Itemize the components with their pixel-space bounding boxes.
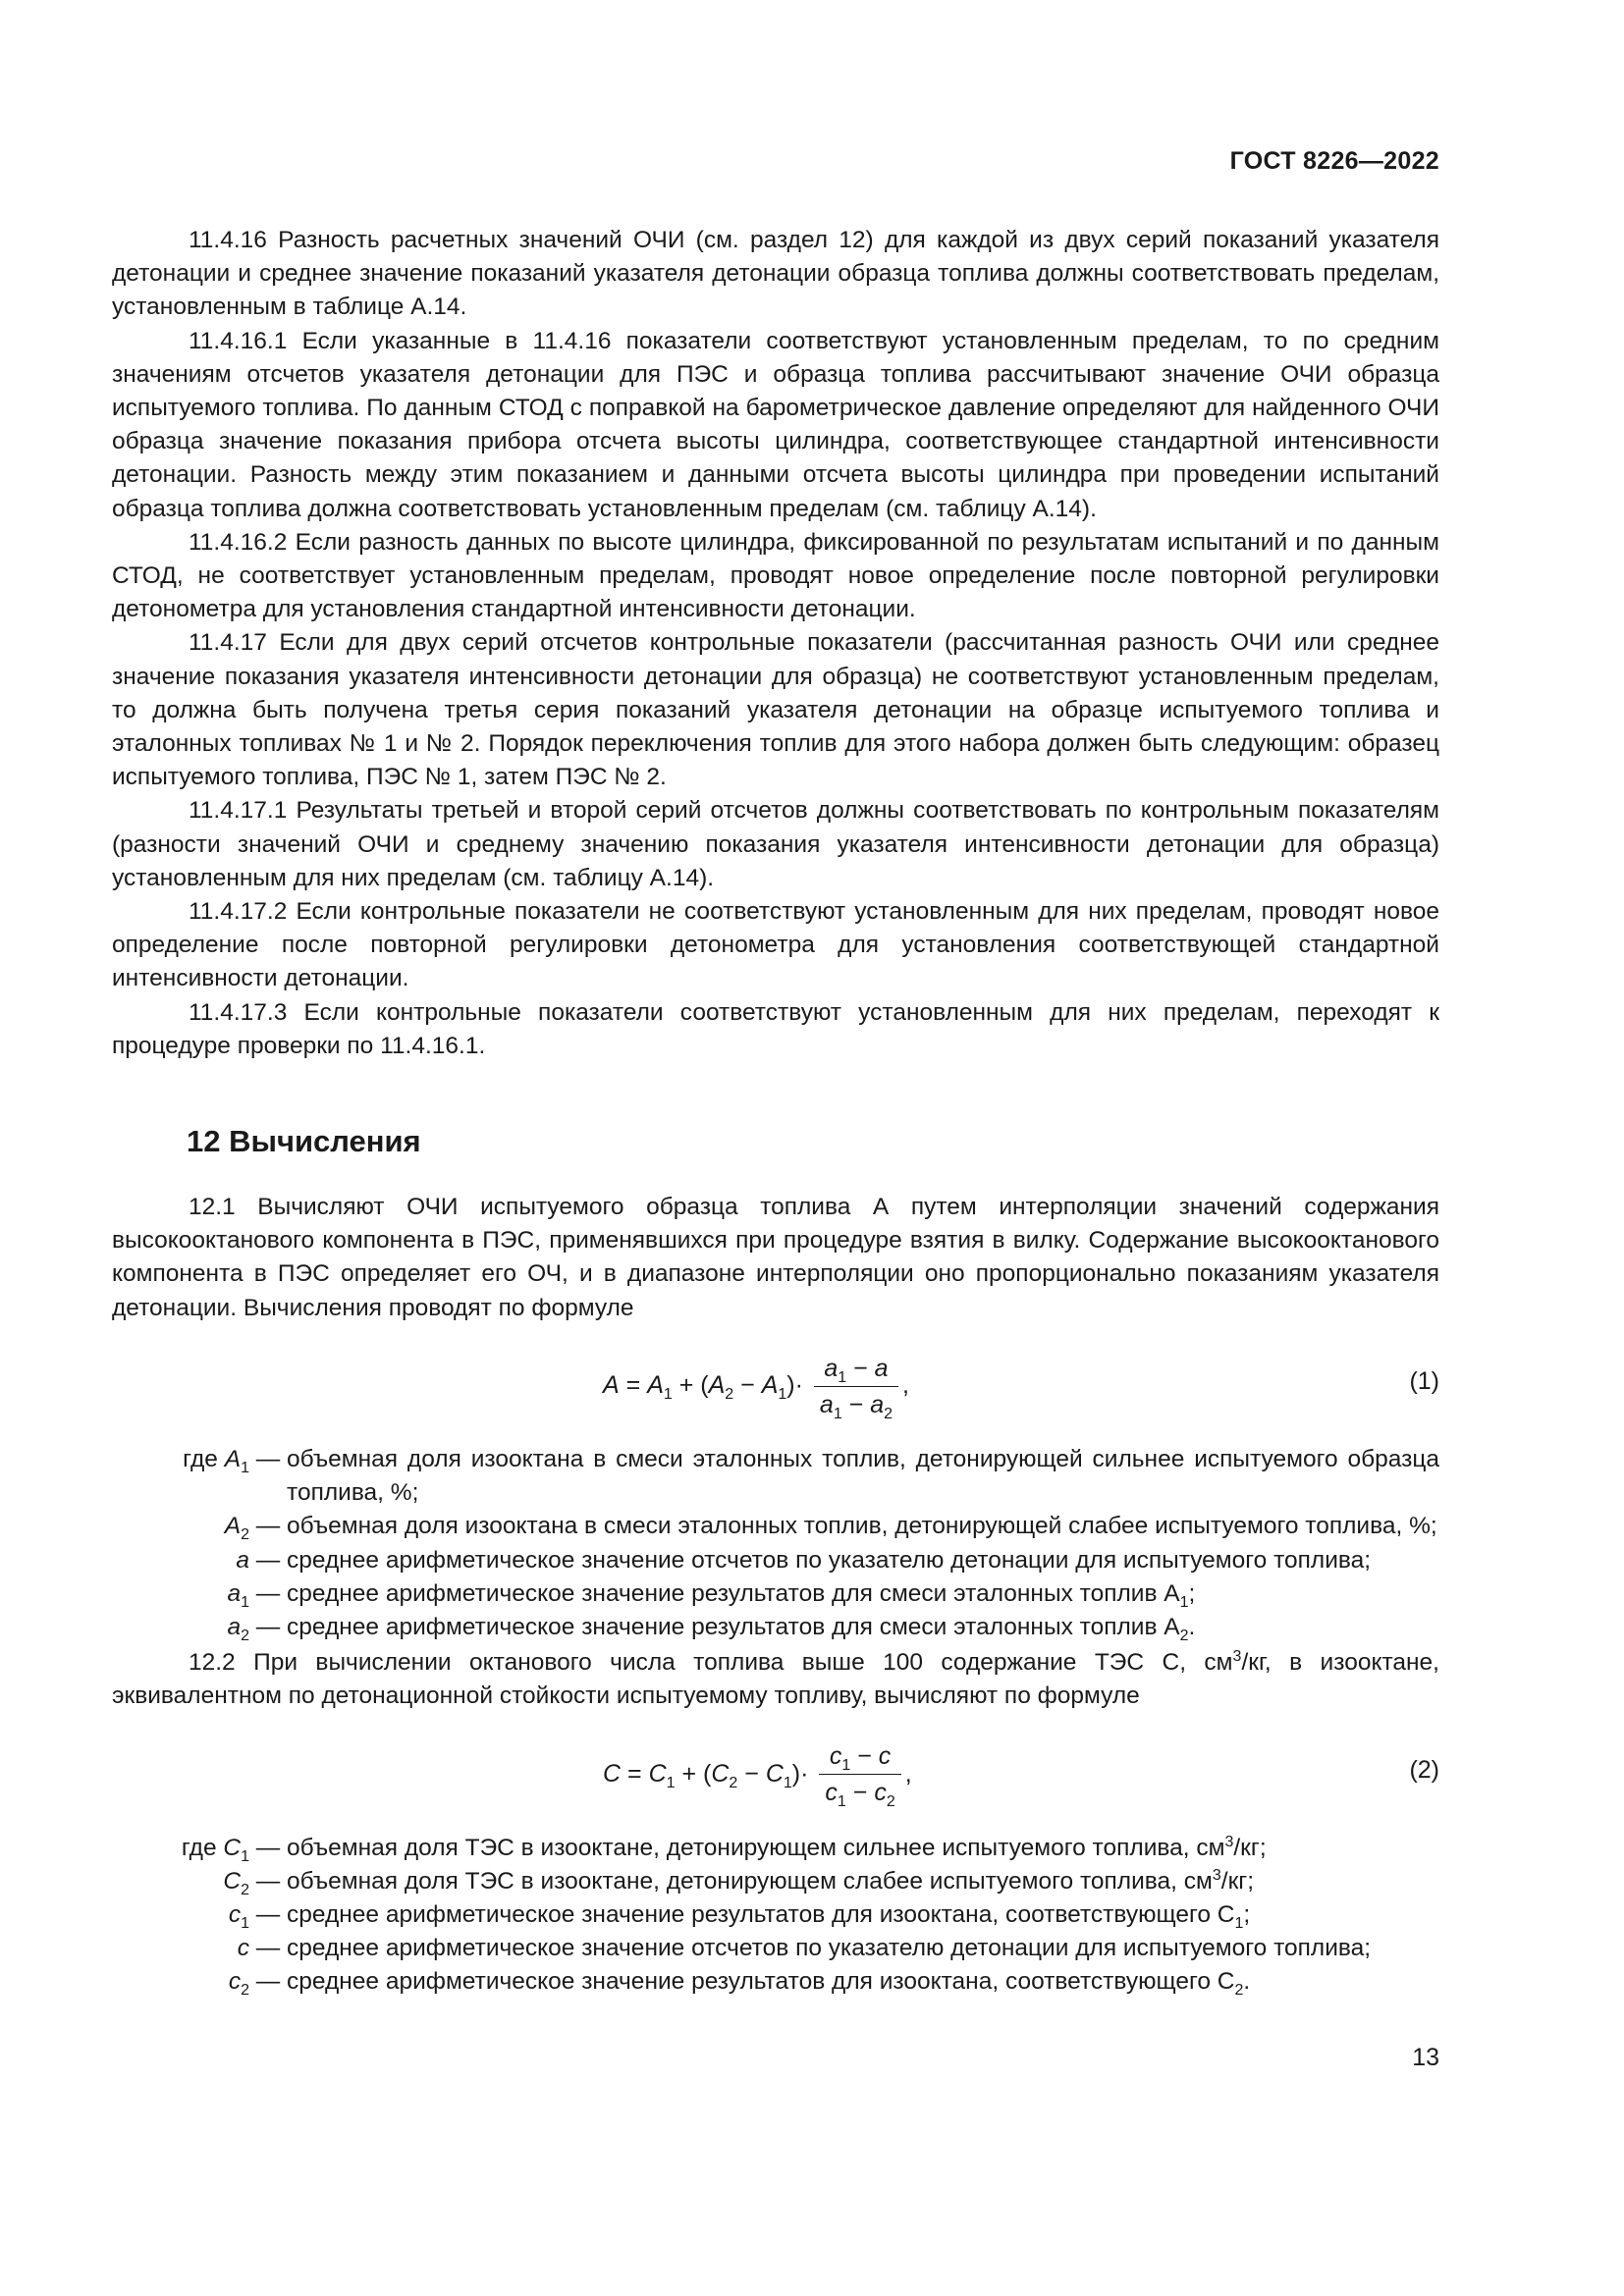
page-number: 13 bbox=[1412, 2044, 1439, 2071]
formula-2-fraction: $\frac{c_1 - c}{c_1 - c_2}$ bbox=[819, 1738, 900, 1810]
page-body bbox=[112, 224, 1439, 2002]
document-code-header: ГОСТ 8226—2022 bbox=[1229, 147, 1439, 175]
legend-row: $c_2$ — среднее арифметическое значение результатов для изооктана, соответствующего $C_2$. bbox=[228, 1968, 1251, 2000]
legend-row: $a_1$ — среднее арифметическое значение результатов для смеси эталонных топлив $A_1$; bbox=[227, 1579, 1196, 1611]
legend-row: c — среднее арифметическое значение отсчетов по указателю детонации для испытуемого топлива; bbox=[237, 1935, 1372, 1962]
formula-1: $A = A_1 + (A_2 - A_1)\cdot$ $\frac{a_1 - a}{a_1 - a_2}$ , (1) bbox=[112, 1339, 1439, 1433]
paragraph-11-4-16-2: 11.4.16.2 Если разность данных по высоте цилиндра, фиксированной по результатам испытаний и по данным СТОД, не соответствует установленным пределам, проводят новое определение после повторной регулировки детонометра для установления стандартной интенсивности детонации. bbox=[112, 528, 1439, 623]
paragraph-11-4-17-3: 11.4.17.3 Если контрольные показатели соответствуют установленным для них пределам, переходят к процедуре проверки по 11.4.16.1. bbox=[112, 998, 1439, 1059]
section-heading: 12 Вычисления bbox=[187, 1124, 421, 1159]
legend-row: $c_1$ — среднее арифметическое значение результатов для изооктана, соответствующего $C_1$; bbox=[228, 1900, 1251, 1932]
formula-2-legend bbox=[112, 1832, 1439, 2000]
paragraph-11-4-17: 11.4.17 Если для двух серий отсчетов контрольные показатели (рассчитанная разность ОЧИ или среднее значение показания указателя интенсивности детонации для образца) не соответствуют установленным пределам, то должна быть получена третья серия показаний указателя детонации на образце испытуемого топлива и эталонных топливах № 1 и № 2. Порядок переключения топлив для этого набора должен быть следующим: образец испытуемого топлива, ПЭС № 1, затем ПЭС № 2. bbox=[112, 629, 1439, 791]
legend-row: $C_2$ — объемная доля ТЭС в изооктане, детонирующем слабее испытуемого топлива, $см^3/кг$; bbox=[223, 1866, 1255, 1898]
formula-1-legend bbox=[112, 1443, 1439, 1644]
legend-row: где $A_1$ — объемная доля изооктана в смеси эталонных топлив, детонирующей сильнее испытуемого образца топлива, %; bbox=[183, 1445, 1439, 1507]
paragraph-11-4-17-2: 11.4.17.2 Если контрольные показатели не соответствуют установленным для них пределам, проводят новое определение после повторной регулировки детонометра для установления соответствующей стандартной интенсивности детонации. bbox=[112, 898, 1439, 992]
formula-2-lhs: C bbox=[603, 1759, 622, 1788]
legend-row: $A_2$ — объемная доля изооктана в смеси эталонных топлив, детонирующей слабее испытуемого топлива, %; bbox=[224, 1513, 1437, 1544]
legend-row: где $C_1$ — объемная доля ТЭС в изооктане, детонирующем сильнее испытуемого топлива, $см^3/кг$; bbox=[181, 1833, 1267, 1865]
formula-1-fraction: $\frac{a_1 - a}{a_1 - a_2}$ bbox=[814, 1351, 898, 1422]
formula-2: $C = C_1 + (C_2 - C_1)\cdot$ $\frac{c_1 - c}{c_1 - c_2}$ , (2) bbox=[112, 1728, 1439, 1822]
formula-1-lhs: A bbox=[603, 1370, 620, 1399]
formula-1-number: (1) bbox=[1409, 1366, 1439, 1395]
paragraph-12-2: 12.2 При вычислении октанового числа топлива выше 100 содержание ТЭС C, $см^3/кг$, в изооктане, эквивалентном по детонационной стойкости испытуемому топливу, вычисляют по формуле bbox=[112, 1648, 1439, 1710]
paragraph-11-4-17-1: 11.4.17.1 Результаты третьей и второй серий отсчетов должны соответствовать по контрольным показателям (разности значений ОЧИ и среднему значению показания указателя интенсивности детонации для образца) установленным для них пределам (см. таблицу А.14). bbox=[112, 797, 1439, 891]
paragraph-11-4-16-1: 11.4.16.1 Если указанные в 11.4.16 показатели соответствуют установленным пределам, то по средним значениям отсчетов указателя детонации для ПЭС и образца топлива рассчитывают значение ОЧИ образца испытуемого топлива. По данным СТОД с поправкой на барометрическое давление определяют для найденного ОЧИ образца значение показания прибора отсчета высоты цилиндра, соответствующее стандартной интенсивности детонации. Разность между этим показанием и данными отсчета высоты цилиндра при проведении испытаний образца топлива должна соответствовать установленным пределам (см. таблицу А.14). bbox=[112, 327, 1439, 522]
paragraph-11-4-16: 11.4.16 Разность расчетных значений ОЧИ (см. раздел 12) для каждой из двух серий показаний указателя детонации и среднее значение показаний указателя детонации образца топлива должны соответствовать пределам, установленным в таблице А.14. bbox=[112, 227, 1439, 321]
legend-row: a — среднее арифметическое значение отсчетов по указателю детонации для испытуемого топлива; bbox=[236, 1546, 1372, 1574]
formula-2-number: (2) bbox=[1409, 1755, 1439, 1784]
paragraph-12-1: 12.1 Вычисляют ОЧИ испытуемого образца топлива А путем интерполяции значений содержания высокооктанового компонента в ПЭС, применявшихся при процедуре взятия в вилку. Содержание высокооктанового компонента в ПЭС определяет его ОЧ, и в диапазоне интерполяции оно пропорционально показаниям указателя детонации. Вычисления проводят по формуле bbox=[112, 1194, 1439, 1321]
legend-row: $a_2$ — среднее арифметическое значение результатов для смеси эталонных топлив $A_2$. bbox=[227, 1613, 1196, 1644]
